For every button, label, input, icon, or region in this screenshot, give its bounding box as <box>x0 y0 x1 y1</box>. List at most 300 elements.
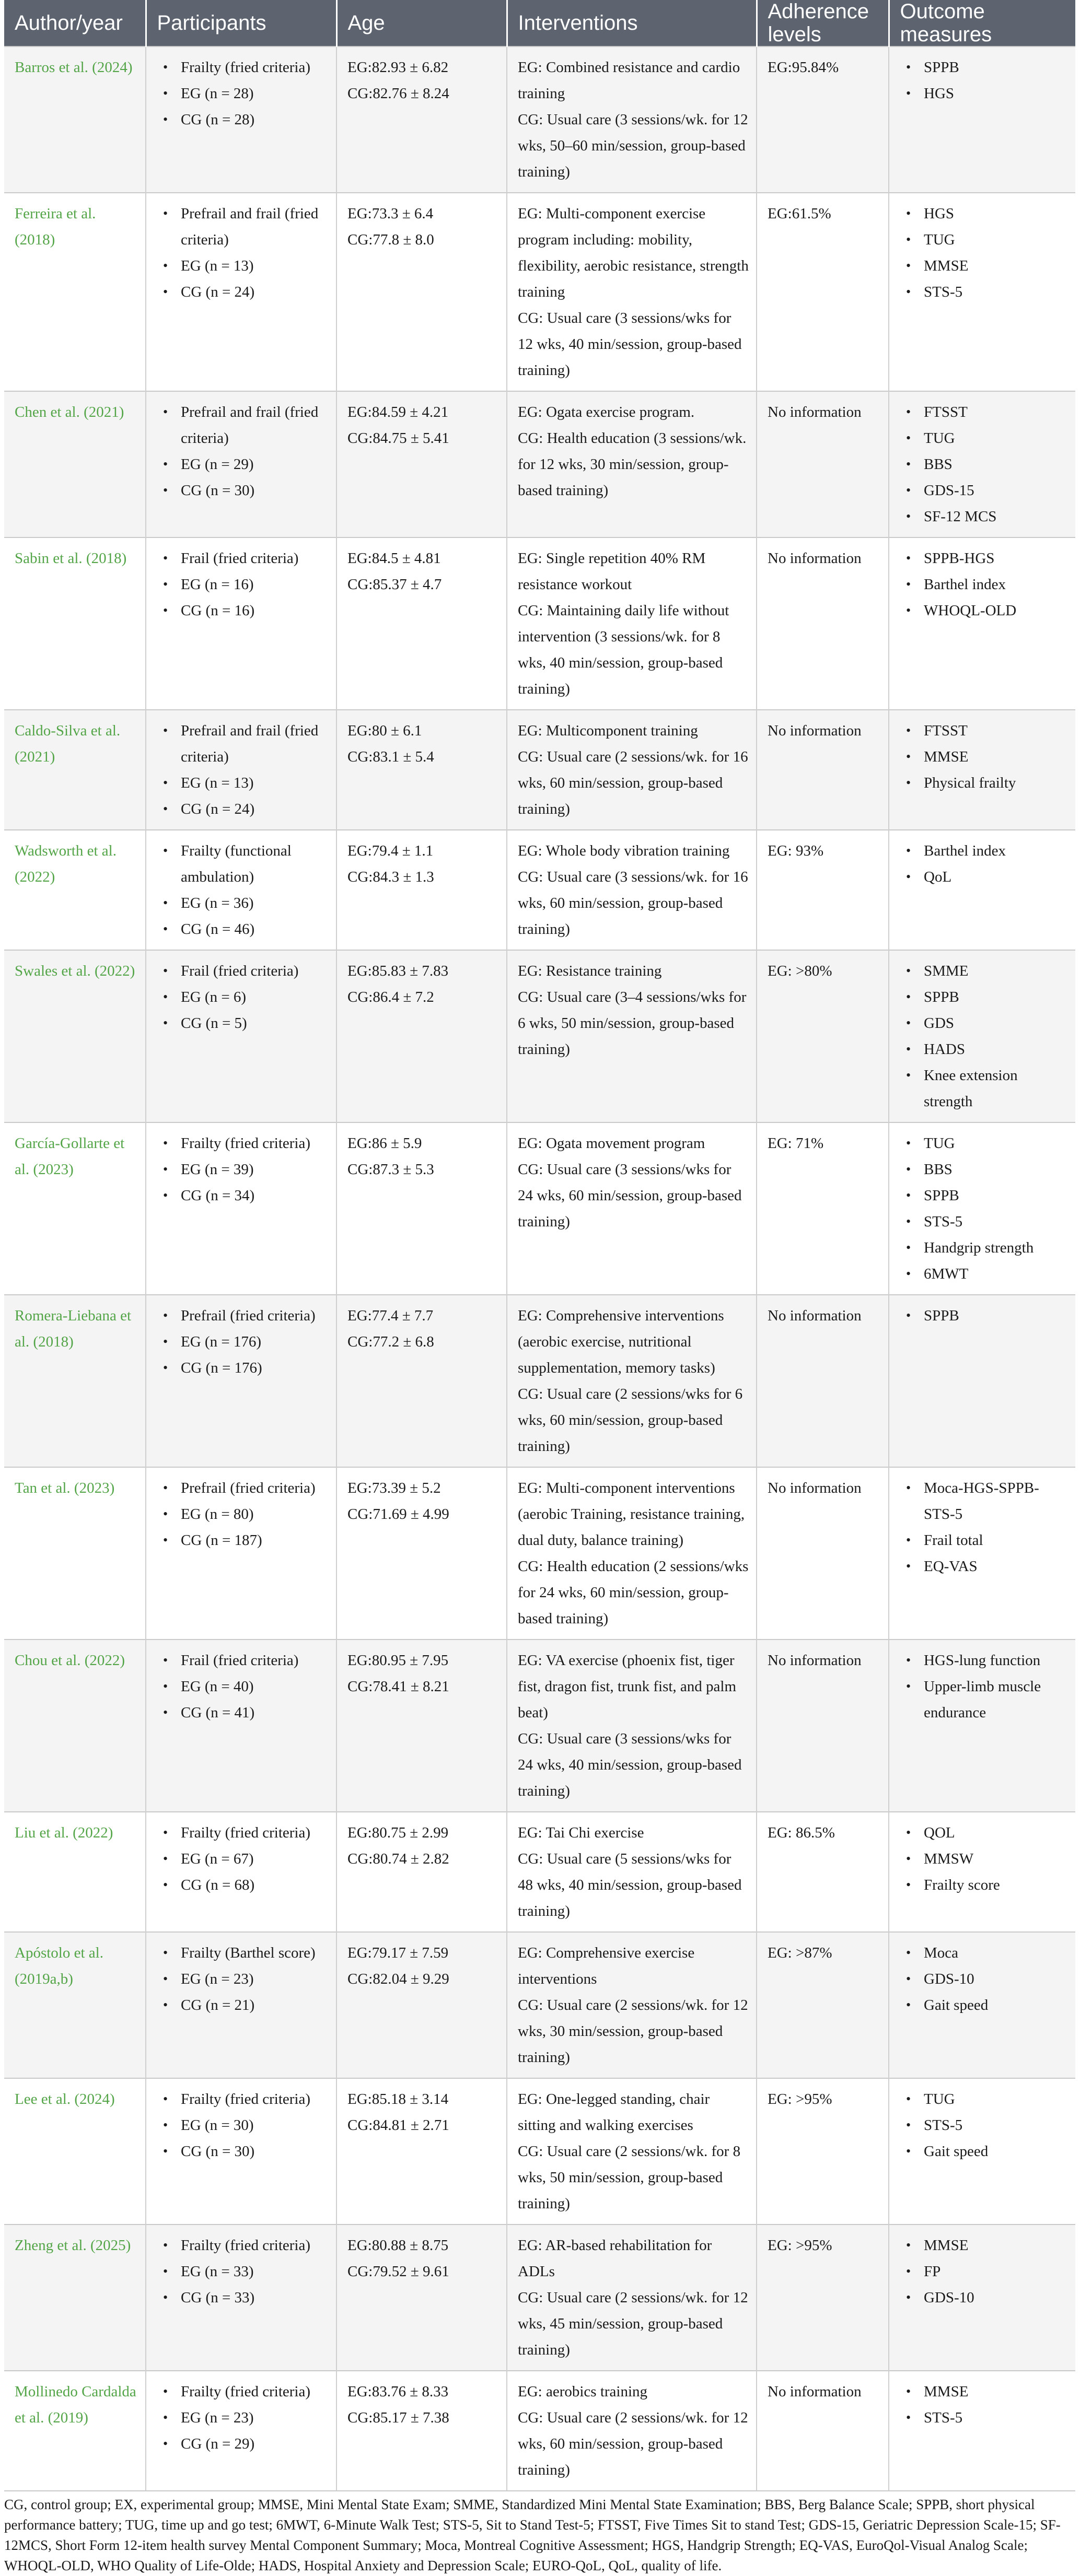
author-text: Lee et al. (2024) <box>15 2091 115 2107</box>
adherence-text: EG:95.84% <box>768 59 839 76</box>
participants-cell <box>146 391 336 537</box>
list-item: • EG (n = 40) <box>157 1673 330 1700</box>
age-text: CG:86.4 ± 7.2 <box>347 989 434 1005</box>
list-item: • HGS <box>900 201 1069 227</box>
participants-cell <box>146 46 336 193</box>
list-item: • EG (n = 29) <box>157 451 330 477</box>
header-adherence-levels: Adherence levels <box>757 0 889 46</box>
age-text: CG:85.17 ± 7.38 <box>347 2409 449 2426</box>
list-item: • CG (n = 46) <box>157 916 330 942</box>
age-text: EG:80.75 ± 2.99 <box>347 1824 449 1841</box>
list-item: • CG (n = 176) <box>157 1355 330 1381</box>
interventions-text: CG: Usual care (5 sessions/wks for 48 wks, 40 min/session, group-based training) <box>518 1851 742 1919</box>
age-cell <box>336 46 507 193</box>
participants-cell <box>146 710 336 830</box>
list-item: • Gait speed <box>900 1992 1069 2018</box>
interventions-text: EG: Multi-component interventions (aerobic Training, resistance training, dual duty, balance training) <box>518 1480 745 1549</box>
list-item: • EG (n = 28) <box>157 80 330 107</box>
participants-cell <box>146 2078 336 2224</box>
header-interventions: Interventions <box>507 0 757 46</box>
age-text: EG:86 ± 5.9 <box>347 1135 422 1152</box>
list-item: • Frail (fried criteria) <box>157 1647 330 1673</box>
interventions-text: EG: Combined resistance and cardio training <box>518 59 740 102</box>
age-cell <box>336 710 507 830</box>
adherence-cell <box>757 1467 889 1640</box>
list-item: • Gait speed <box>900 2138 1069 2164</box>
table-row <box>4 1812 1075 1932</box>
interventions-text: EG: Single repetition 40% RM resistance workout <box>518 550 706 593</box>
list-item: • SPPB-HGS <box>900 545 1069 571</box>
table-row <box>4 46 1075 193</box>
participants-list <box>157 545 330 624</box>
list-item: • QOL <box>900 1820 1069 1846</box>
outcomes-list <box>900 718 1069 796</box>
list-item: • Handgrip strength <box>900 1235 1069 1261</box>
author-text: Apóstolo et al. (2019a,b) <box>15 1945 103 1987</box>
table-row <box>4 710 1075 830</box>
age-cell <box>336 1932 507 2078</box>
table-row <box>4 391 1075 537</box>
author-year-cell <box>4 1122 146 1295</box>
interventions-text: EG: Comprehensive exercise interventions <box>518 1945 695 1987</box>
age-text: EG:73.3 ± 6.4 <box>347 205 434 222</box>
interventions-cell <box>507 46 757 193</box>
interventions-cell <box>507 2371 757 2490</box>
list-item: • Physical frailty <box>900 770 1069 796</box>
author-text: Chen et al. (2021) <box>15 404 124 420</box>
author-text: Barros et al. (2024) <box>15 59 133 76</box>
adherence-cell <box>757 193 889 391</box>
interventions-text: EG: Tai Chi exercise <box>518 1824 644 1841</box>
list-item: • Barthel index <box>900 838 1069 864</box>
document <box>4 0 1075 2576</box>
list-item: • Prefrail and frail (fried criteria) <box>157 201 330 253</box>
age-cell <box>336 2224 507 2371</box>
age-text: CG:79.52 ± 9.61 <box>347 2263 449 2280</box>
list-item: • EG (n = 6) <box>157 984 330 1010</box>
table-row <box>4 1640 1075 1812</box>
list-item: • EG (n = 67) <box>157 1846 330 1872</box>
list-item: • GDS <box>900 1010 1069 1036</box>
table-row <box>4 1932 1075 2078</box>
participants-list <box>157 1940 330 2018</box>
list-item: • WHOQL-OLD <box>900 598 1069 624</box>
list-item: • Frailty (fried criteria) <box>157 1130 330 1156</box>
age-text: EG:79.17 ± 7.59 <box>347 1945 449 1961</box>
table-body <box>4 46 1075 2490</box>
outcomes-list <box>900 399 1069 530</box>
list-item: • EG (n = 39) <box>157 1156 330 1182</box>
adherence-text: EG: >87% <box>768 1945 832 1961</box>
list-item: • Prefrail (fried criteria) <box>157 1303 330 1329</box>
age-cell <box>336 1295 507 1467</box>
author-year-cell <box>4 2371 146 2490</box>
age-text: CG:87.3 ± 5.3 <box>347 1161 434 1178</box>
adherence-text: No information <box>768 404 862 420</box>
table-footnote: CG, control group; EX, experimental group; MMSE, Mini Mental State Exam; SMME, Standardized Mini Mental State Examination; BBS, Berg Balance Scale; SPPB, short physical performance battery; TUG, time up and go test; 6MWT, 6-Minute Walk Test; STS-5, Sit to Stand Test-5; FTSST, Five Times Sit to stand Test; GDS-15, Geriatric Depression Scale-15; SF-12MCS, Short Form 12-item health survey Mental Component Summary; Moca, Montreal Cognitive Assessment; HGS, Handgrip Strength; EQ-VAS, EuroQol-Visual Analog Scale; WHOQL-OLD, WHO Quality of Life-Olde; HADS, Hospital Anxiety and Depression Scale; EURO-QoL, QoL, quality of life. <box>4 2490 1075 2576</box>
list-item: • Barthel index <box>900 571 1069 598</box>
age-text: CG:77.8 ± 8.0 <box>347 231 434 248</box>
list-item: • TUG <box>900 1130 1069 1156</box>
adherence-text: No information <box>768 1307 862 1324</box>
list-item: • Prefrail and frail (fried criteria) <box>157 399 330 451</box>
interventions-cell <box>507 710 757 830</box>
participants-list <box>157 1647 330 1726</box>
interventions-text: CG: Usual care (2 sessions/wk. for 8 wks, 50 min/session, group-based training) <box>518 2143 741 2212</box>
interventions-text: CG: Usual care (3 sessions/wks for 24 wks, 60 min/session, group-based training) <box>518 1161 742 1230</box>
age-text: CG:84.81 ± 2.71 <box>347 2117 449 2134</box>
participants-cell <box>146 2224 336 2371</box>
list-item: • CG (n = 21) <box>157 1992 330 2018</box>
author-text: Liu et al. (2022) <box>15 1824 113 1841</box>
outcome-measures-cell <box>889 710 1075 830</box>
participants-cell <box>146 1467 336 1640</box>
list-item: • EG (n = 16) <box>157 571 330 598</box>
adherence-cell <box>757 1295 889 1467</box>
list-item: • SPPB <box>900 1182 1069 1209</box>
author-year-cell <box>4 1467 146 1640</box>
interventions-cell <box>507 950 757 1122</box>
list-item: • CG (n = 28) <box>157 107 330 133</box>
list-item: • GDS-15 <box>900 477 1069 504</box>
outcomes-list <box>900 545 1069 624</box>
list-item: • Prefrail and frail (fried criteria) <box>157 718 330 770</box>
list-item: • CG (n = 29) <box>157 2431 330 2457</box>
age-cell <box>336 1812 507 1932</box>
age-text: EG:73.39 ± 5.2 <box>347 1480 441 1496</box>
list-item: • HGS <box>900 80 1069 107</box>
age-text: EG:80.95 ± 7.95 <box>347 1652 449 1669</box>
interventions-cell <box>507 1932 757 2078</box>
adherence-cell <box>757 2371 889 2490</box>
table-row <box>4 2371 1075 2490</box>
author-year-cell <box>4 2078 146 2224</box>
list-item: • Frail total <box>900 1527 1069 1553</box>
author-text: Tan et al. (2023) <box>15 1480 115 1496</box>
interventions-cell <box>507 537 757 710</box>
outcome-measures-cell <box>889 46 1075 193</box>
age-cell <box>336 2078 507 2224</box>
adherence-text: EG: 71% <box>768 1135 824 1152</box>
outcome-measures-cell <box>889 830 1075 950</box>
outcomes-list <box>900 1475 1069 1579</box>
participants-cell <box>146 1295 336 1467</box>
list-item: • CG (n = 16) <box>157 598 330 624</box>
age-cell <box>336 2371 507 2490</box>
interventions-text: CG: Usual care (3 sessions/wk. for 12 wks, 50–60 min/session, group-based training) <box>518 111 748 180</box>
participants-cell <box>146 1932 336 2078</box>
age-text: CG:83.1 ± 5.4 <box>347 748 434 765</box>
outcome-measures-cell <box>889 1122 1075 1295</box>
adherence-text: No information <box>768 550 862 567</box>
outcome-measures-cell <box>889 537 1075 710</box>
outcome-measures-cell <box>889 2078 1075 2224</box>
list-item: • CG (n = 30) <box>157 477 330 504</box>
age-text: CG:82.04 ± 9.29 <box>347 1971 449 1987</box>
list-item: • Frail (fried criteria) <box>157 545 330 571</box>
age-text: EG:85.18 ± 3.14 <box>347 2091 449 2107</box>
author-year-cell <box>4 1640 146 1812</box>
adherence-cell <box>757 391 889 537</box>
adherence-cell <box>757 1932 889 2078</box>
outcomes-list <box>900 1940 1069 2018</box>
adherence-cell <box>757 1640 889 1812</box>
list-item: • STS-5 <box>900 1209 1069 1235</box>
interventions-text: CG: Health education (3 sessions/wk. for 12 wks, 30 min/session, group-based training) <box>518 430 747 499</box>
list-item: • CG (n = 24) <box>157 279 330 305</box>
list-item: • HADS <box>900 1036 1069 1062</box>
list-item: • Frailty (functional ambulation) <box>157 838 330 890</box>
outcomes-list <box>900 958 1069 1115</box>
list-item: • Upper-limb muscle endurance <box>900 1673 1069 1726</box>
age-text: CG:78.41 ± 8.21 <box>347 1678 449 1695</box>
list-item: • MMSW <box>900 1846 1069 1872</box>
outcomes-list <box>900 54 1069 107</box>
list-item: • MMSE <box>900 2232 1069 2258</box>
interventions-cell <box>507 830 757 950</box>
outcome-measures-cell <box>889 1467 1075 1640</box>
outcomes-list <box>900 2232 1069 2311</box>
table-header <box>4 0 1075 46</box>
author-text: Romera-Liebana et al. (2018) <box>15 1307 132 1350</box>
list-item: • TUG <box>900 425 1069 451</box>
adherence-cell <box>757 537 889 710</box>
age-text: CG:80.74 ± 2.82 <box>347 1851 449 1867</box>
participants-list <box>157 838 330 942</box>
author-year-cell <box>4 1812 146 1932</box>
participants-list <box>157 1130 330 1209</box>
adherence-text: No information <box>768 1480 862 1496</box>
participants-list <box>157 54 330 133</box>
age-cell <box>336 391 507 537</box>
age-cell <box>336 1122 507 1295</box>
author-year-cell <box>4 710 146 830</box>
interventions-text: EG: Ogata exercise program. <box>518 404 695 420</box>
table-row <box>4 2224 1075 2371</box>
outcome-measures-cell <box>889 2224 1075 2371</box>
author-text: Sabin et al. (2018) <box>15 550 127 567</box>
participants-list <box>157 201 330 305</box>
outcomes-list <box>900 2379 1069 2431</box>
age-text: EG:83.76 ± 8.33 <box>347 2383 449 2400</box>
list-item: • EG (n = 23) <box>157 1966 330 1992</box>
list-item: • Frailty (Barthel score) <box>157 1940 330 1966</box>
interventions-text: CG: Usual care (2 sessions/wks for 6 wks, 60 min/session, group-based training) <box>518 1386 743 1455</box>
participants-cell <box>146 1122 336 1295</box>
author-text: Wadsworth et al. (2022) <box>15 842 117 885</box>
adherence-cell <box>757 950 889 1122</box>
interventions-cell <box>507 1640 757 1812</box>
interventions-text: CG: Usual care (2 sessions/wk. for 16 wks, 60 min/session, group-based training) <box>518 748 748 817</box>
age-text: EG:84.5 ± 4.81 <box>347 550 441 567</box>
age-cell <box>336 537 507 710</box>
header-row <box>4 0 1075 46</box>
list-item: • CG (n = 41) <box>157 1700 330 1726</box>
list-item: • STS-5 <box>900 279 1069 305</box>
interventions-cell <box>507 391 757 537</box>
list-item: • HGS-lung function <box>900 1647 1069 1673</box>
list-item: • CG (n = 68) <box>157 1872 330 1898</box>
list-item: • Frailty (fried criteria) <box>157 1820 330 1846</box>
adherence-cell <box>757 46 889 193</box>
adherence-text: No information <box>768 1652 862 1669</box>
participants-cell <box>146 2371 336 2490</box>
table-row <box>4 193 1075 391</box>
outcomes-list <box>900 1647 1069 1726</box>
interventions-text: EG: AR-based rehabilitation for ADLs <box>518 2237 712 2280</box>
age-text: CG:82.76 ± 8.24 <box>347 85 449 102</box>
adherence-text: No information <box>768 722 862 739</box>
table-row <box>4 537 1075 710</box>
list-item: • EQ-VAS <box>900 1553 1069 1579</box>
outcome-measures-cell <box>889 1812 1075 1932</box>
interventions-cell <box>507 1467 757 1640</box>
header-age: Age <box>336 0 507 46</box>
outcomes-list <box>900 1130 1069 1287</box>
list-item: • Frailty score <box>900 1872 1069 1898</box>
age-text: EG:79.4 ± 1.1 <box>347 842 434 859</box>
list-item: • TUG <box>900 227 1069 253</box>
list-item: • FTSST <box>900 399 1069 425</box>
author-text: García-Gollarte et al. (2023) <box>15 1135 125 1178</box>
interventions-text: CG: Usual care (3 sessions/wks for 12 wks, 40 min/session, group-based training) <box>518 310 742 379</box>
participants-cell <box>146 1640 336 1812</box>
table-row <box>4 950 1075 1122</box>
outcomes-list <box>900 838 1069 890</box>
list-item: • SPPB <box>900 984 1069 1010</box>
outcome-measures-cell <box>889 1932 1075 2078</box>
author-year-cell <box>4 1295 146 1467</box>
list-item: • CG (n = 34) <box>157 1182 330 1209</box>
interventions-cell <box>507 2078 757 2224</box>
participants-list <box>157 1303 330 1381</box>
list-item: • CG (n = 30) <box>157 2138 330 2164</box>
interventions-cell <box>507 193 757 391</box>
interventions-text: CG: Usual care (3–4 sessions/wks for 6 wks, 50 min/session, group-based training) <box>518 989 747 1058</box>
list-item: • EG (n = 36) <box>157 890 330 916</box>
interventions-text: EG: Whole body vibration training <box>518 842 730 859</box>
list-item: • Frailty (fried criteria) <box>157 2379 330 2405</box>
author-text: Zheng et al. (2025) <box>15 2237 131 2254</box>
interventions-cell <box>507 1122 757 1295</box>
list-item: • SF-12 MCS <box>900 504 1069 530</box>
author-year-cell <box>4 1932 146 2078</box>
adherence-text: EG:61.5% <box>768 205 831 222</box>
list-item: • QoL <box>900 864 1069 890</box>
author-year-cell <box>4 830 146 950</box>
list-item: • Moca-HGS-SPPB-STS-5 <box>900 1475 1069 1527</box>
age-cell <box>336 830 507 950</box>
author-text: Caldo-Silva et al. (2021) <box>15 722 121 765</box>
list-item: • Frailty (fried criteria) <box>157 54 330 80</box>
author-year-cell <box>4 950 146 1122</box>
adherence-cell <box>757 1122 889 1295</box>
interventions-text: EG: Multi-component exercise program including: mobility, flexibility, aerobic resistance, strength training <box>518 205 749 300</box>
list-item: • GDS-10 <box>900 1966 1069 1992</box>
list-item: • Moca <box>900 1940 1069 1966</box>
participants-list <box>157 718 330 822</box>
interventions-text: EG: Resistance training <box>518 963 662 979</box>
participants-list <box>157 958 330 1036</box>
list-item: • SPPB <box>900 1303 1069 1329</box>
outcome-measures-cell <box>889 2371 1075 2490</box>
outcome-measures-cell <box>889 950 1075 1122</box>
adherence-cell <box>757 710 889 830</box>
adherence-text: No information <box>768 2383 862 2400</box>
table-row <box>4 2078 1075 2224</box>
participants-cell <box>146 537 336 710</box>
list-item: • EG (n = 176) <box>157 1329 330 1355</box>
list-item: • Frail (fried criteria) <box>157 958 330 984</box>
author-year-cell <box>4 46 146 193</box>
author-text: Swales et al. (2022) <box>15 963 135 979</box>
list-item: • Frailty (fried criteria) <box>157 2232 330 2258</box>
studies-table <box>4 0 1075 2490</box>
list-item: • MMSE <box>900 744 1069 770</box>
author-year-cell <box>4 391 146 537</box>
author-year-cell <box>4 537 146 710</box>
age-text: CG:85.37 ± 4.7 <box>347 576 442 593</box>
interventions-text: CG: Usual care (2 sessions/wk. for 12 wks, 45 min/session, group-based training) <box>518 2289 748 2358</box>
adherence-cell <box>757 2078 889 2224</box>
table-row <box>4 1295 1075 1467</box>
participants-list <box>157 2379 330 2457</box>
participants-cell <box>146 830 336 950</box>
list-item: • TUG <box>900 2086 1069 2112</box>
age-text: EG:80.88 ± 8.75 <box>347 2237 449 2254</box>
adherence-text: EG: 86.5% <box>768 1824 835 1841</box>
outcome-measures-cell <box>889 193 1075 391</box>
adherence-text: EG: >95% <box>768 2237 832 2254</box>
participants-cell <box>146 1812 336 1932</box>
header-author-year: Author/year <box>4 0 146 46</box>
table-row <box>4 1467 1075 1640</box>
age-text: EG:85.83 ± 7.83 <box>347 963 449 979</box>
author-text: Ferreira et al. (2018) <box>15 205 96 248</box>
list-item: • STS-5 <box>900 2112 1069 2138</box>
adherence-cell <box>757 1812 889 1932</box>
participants-list <box>157 1475 330 1553</box>
list-item: • MMSE <box>900 2379 1069 2405</box>
list-item: • CG (n = 187) <box>157 1527 330 1553</box>
interventions-text: EG: Multicomponent training <box>518 722 698 739</box>
list-item: • EG (n = 13) <box>157 770 330 796</box>
interventions-cell <box>507 1295 757 1467</box>
age-text: CG:84.3 ± 1.3 <box>347 869 434 885</box>
participants-cell <box>146 193 336 391</box>
outcome-measures-cell <box>889 1640 1075 1812</box>
list-item: • Frailty (fried criteria) <box>157 2086 330 2112</box>
list-item: • FP <box>900 2258 1069 2285</box>
list-item: • SPPB <box>900 54 1069 80</box>
list-item: • GDS-10 <box>900 2285 1069 2311</box>
interventions-text: CG: Usual care (3 sessions/wks for 24 wks, 40 min/session, group-based training) <box>518 1730 742 1799</box>
interventions-text: CG: Usual care (3 sessions/wk. for 16 wks, 60 min/session, group-based training) <box>518 869 748 938</box>
outcomes-list <box>900 2086 1069 2164</box>
list-item: • CG (n = 5) <box>157 1010 330 1036</box>
interventions-text: EG: aerobics training <box>518 2383 648 2400</box>
interventions-text: EG: One-legged standing, chair sitting and walking exercises <box>518 2091 710 2134</box>
interventions-cell <box>507 1812 757 1932</box>
list-item: • 6MWT <box>900 1261 1069 1287</box>
interventions-text: CG: Usual care (2 sessions/wk. for 12 wks, 30 min/session, group-based training) <box>518 1997 748 2066</box>
list-item: • EG (n = 30) <box>157 2112 330 2138</box>
age-text: CG:71.69 ± 4.99 <box>347 1506 449 1523</box>
age-text: EG:77.4 ± 7.7 <box>347 1307 434 1324</box>
adherence-text: EG: >95% <box>768 2091 832 2107</box>
participants-cell <box>146 950 336 1122</box>
interventions-text: CG: Health education (2 sessions/wks for 24 wks, 60 min/session, group-based training) <box>518 1558 749 1627</box>
